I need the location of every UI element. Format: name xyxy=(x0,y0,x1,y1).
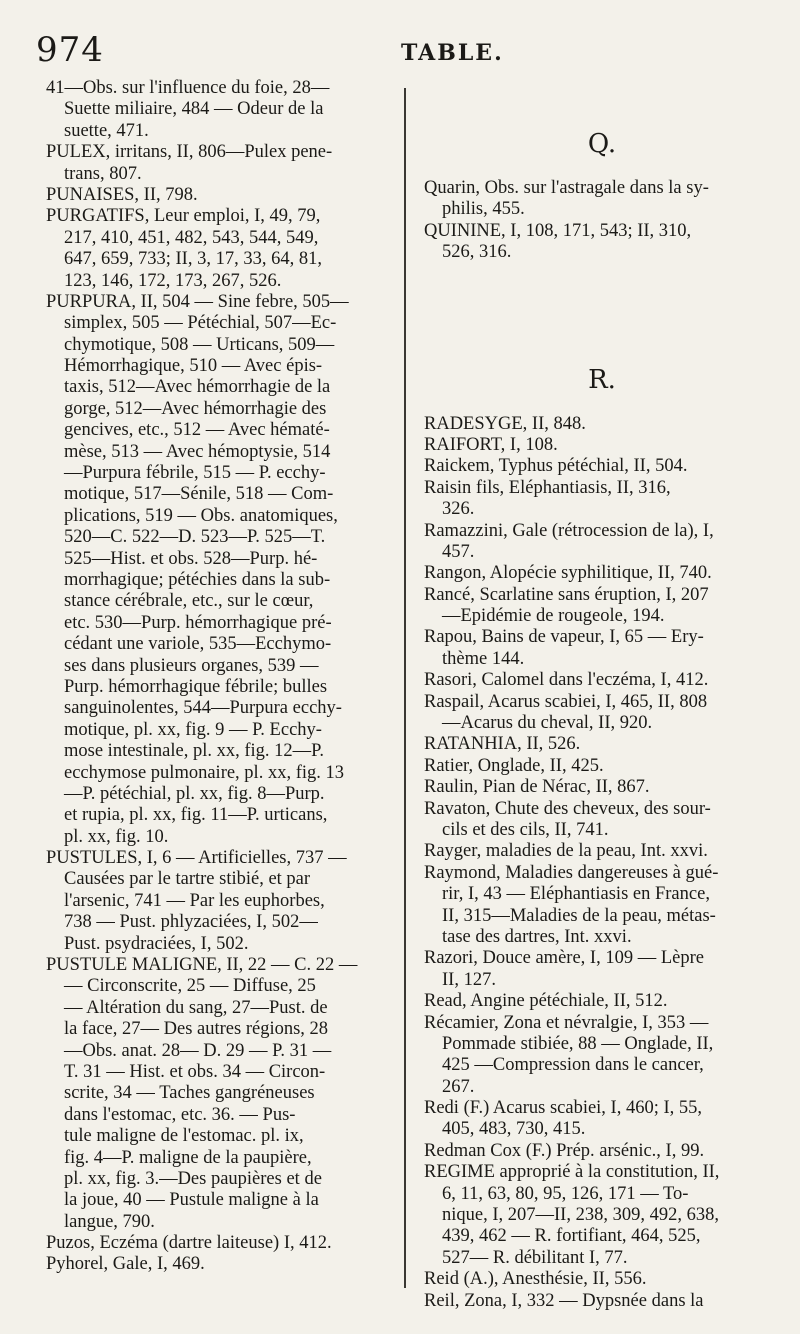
index-column-left xyxy=(46,78,394,1276)
index-line: REGIME approprié à la constitution, II, xyxy=(424,1162,720,1183)
index-line: tule maligne de l'estomac. pl. ix, xyxy=(64,1126,304,1147)
index-line: PURPURA, II, 504 — Sine febre, 505— xyxy=(46,291,349,312)
index-line: 647, 659, 733; II, 3, 17, 33, 64, 81, xyxy=(64,249,322,270)
section-r-entries xyxy=(424,414,780,1312)
index-line: Récamier, Zona et névralgie, I, 353 — xyxy=(424,1012,709,1033)
index-line: trans, 807. xyxy=(64,163,142,184)
index-line: Pommade stibiée, 88 — Onglade, II, xyxy=(442,1033,714,1054)
index-column-right xyxy=(424,78,780,1312)
index-line: Rancé, Scarlatine sans éruption, I, 207 xyxy=(424,584,709,605)
index-line: cils et des cils, II, 741. xyxy=(442,819,609,840)
index-line: Rapou, Bains de vapeur, I, 65 — Ery- xyxy=(424,627,704,648)
index-line: Rasori, Calomel dans l'eczéma, I, 412. xyxy=(424,670,709,691)
index-line: motique, 517—Sénile, 518 — Com- xyxy=(64,484,334,505)
index-line: l'arsenic, 741 — Par les euphorbes, xyxy=(64,890,325,911)
page-number: 974 xyxy=(36,30,104,70)
index-line: 525—Hist. et obs. 528—Purp. hé- xyxy=(64,548,318,569)
index-line: —Obs. anat. 28— D. 29 — P. 31 — xyxy=(64,1040,332,1061)
index-line: Read, Angine pétéchiale, II, 512. xyxy=(424,991,668,1012)
index-line: etc. 530—Purp. hémorrhagique pré- xyxy=(64,612,332,633)
index-line: dans l'estomac, etc. 36. — Pus- xyxy=(64,1104,296,1125)
index-line: Puzos, Eczéma (dartre laiteuse) I, 412. xyxy=(46,1233,332,1254)
index-line: sanguinolentes, 544—Purpura ecchy- xyxy=(64,698,342,719)
index-line: 123, 146, 172, 173, 267, 526. xyxy=(64,270,282,291)
index-line: la face, 27— Des autres régions, 28 xyxy=(64,1019,329,1040)
index-line: simplex, 505 — Pétéchial, 507—Ec- xyxy=(64,313,337,334)
index-line: stance cérébrale, etc., sur le cœur, xyxy=(64,591,314,612)
index-line: pl. xx, fig. 10. xyxy=(64,826,169,847)
index-line: Suette miliaire, 484 — Odeur de la xyxy=(64,99,324,120)
index-line: II, 127. xyxy=(442,969,496,990)
index-line: plications, 519 — Obs. anatomiques, xyxy=(64,505,338,526)
index-line: Reil, Zona, I, 332 — Dypsnée dans la xyxy=(424,1290,704,1311)
index-line: cédant une variole, 535—Ecchymo- xyxy=(64,634,332,655)
index-line: mèse, 513 — Avec hémoptysie, 514 xyxy=(64,441,331,462)
section-q-entries xyxy=(424,178,780,264)
index-line: —Acarus du cheval, II, 920. xyxy=(442,713,653,734)
index-line: Hémorrhagique, 510 — Avec épis- xyxy=(64,356,323,377)
index-line: mose intestinale, pl. xx, fig. 12—P. xyxy=(64,741,325,762)
index-line: scrite, 34 — Taches gangréneuses xyxy=(64,1083,315,1104)
index-line: Ramazzini, Gale (rétrocession de la), I, xyxy=(424,520,714,541)
index-line: Causées par le tartre stibié, et par xyxy=(64,869,311,890)
index-line: 267. xyxy=(442,1076,475,1097)
index-line: ecchymose pulmonaire, pl. xx, fig. 13 xyxy=(64,762,345,783)
index-line: II, 315—Maladies de la peau, métas- xyxy=(442,905,716,926)
index-line: thème 144. xyxy=(442,648,525,669)
index-line: 6, 11, 63, 80, 95, 126, 171 — To- xyxy=(442,1183,689,1204)
index-line: Raisin fils, Eléphantiasis, II, 316, xyxy=(424,477,671,498)
index-line: tase des dartres, Int. xxvi. xyxy=(442,926,632,947)
index-line: PUSTULE MALIGNE, II, 22 — C. 22 — xyxy=(46,955,358,976)
index-line: 520—C. 522—D. 523—P. 525—T. xyxy=(64,527,326,548)
index-line: Quarin, Obs. sur l'astragale dans la sy- xyxy=(424,178,709,198)
index-line: —P. pétéchial, pl. xx, fig. 8—Purp. xyxy=(64,783,325,804)
index-line: 457. xyxy=(442,541,475,562)
index-line: — Circonscrite, 25 — Diffuse, 25 xyxy=(64,976,316,997)
index-line: T. 31 — Hist. et obs. 34 — Circon- xyxy=(64,1061,326,1082)
page-header xyxy=(36,30,776,74)
index-line: RATANHIA, II, 526. xyxy=(424,734,581,755)
index-line: Razori, Douce amère, I, 109 — Lèpre xyxy=(424,948,704,969)
index-line: Pust. psydraciées, I, 502. xyxy=(64,933,249,954)
index-line: PUSTULES, I, 6 — Artificielles, 737 — xyxy=(46,848,347,869)
index-line: QUININE, I, 108, 171, 543; II, 310, xyxy=(424,220,692,241)
section-heading-q: Q. xyxy=(587,129,617,159)
column-divider xyxy=(404,88,406,1288)
index-line: philis, 455. xyxy=(442,199,525,220)
index-line: 738 — Pust. phlyzaciées, I, 502— xyxy=(64,912,318,933)
index-line: PULEX, irritans, II, 806—Pulex pene- xyxy=(46,142,333,163)
index-line: RADESYGE, II, 848. xyxy=(424,413,586,434)
index-line: ses dans plusieurs organes, 539 — xyxy=(64,655,319,676)
index-line: 326. xyxy=(442,499,475,520)
index-line: pl. xx, fig. 3.—Des paupières et de xyxy=(64,1168,322,1189)
index-line: 527— R. débilitant I, 77. xyxy=(442,1247,628,1268)
index-line: Raspail, Acarus scabiei, I, 465, II, 808 xyxy=(424,691,708,712)
index-line: PUNAISES, II, 798. xyxy=(46,184,198,205)
index-line: Raickem, Typhus pétéchial, II, 504. xyxy=(424,456,688,477)
index-line: Raymond, Maladies dangereuses à gué- xyxy=(424,862,719,883)
index-line: —Epidémie de rougeole, 194. xyxy=(442,606,665,627)
index-line: 425 —Compression dans le cancer, xyxy=(442,1055,704,1076)
index-line: nique, I, 207—II, 238, 309, 492, 638, xyxy=(442,1205,719,1226)
index-line: Redi (F.) Acarus scabiei, I, 460; I, 55, xyxy=(424,1098,703,1119)
index-line: et rupia, pl. xx, fig. 11—P. urticans, xyxy=(64,805,328,826)
index-line: PURGATIFS, Leur emploi, I, 49, 79, xyxy=(46,206,321,227)
index-line: gorge, 512—Avec hémorrhagie des xyxy=(64,398,327,419)
running-title: TABLE. xyxy=(401,40,504,66)
index-line: 217, 410, 451, 482, 543, 544, 549, xyxy=(64,227,319,248)
section-heading-r: R. xyxy=(588,364,616,395)
index-line: la joue, 40 — Pustule maligne à la xyxy=(64,1190,319,1211)
section-spacer xyxy=(424,264,780,350)
index-line: gencives, etc., 512 — Avec hématé- xyxy=(64,420,330,441)
index-line: fig. 4—P. maligne de la paupière, xyxy=(64,1147,312,1168)
index-line: Purp. hémorrhagique fébrile; bulles xyxy=(64,676,328,697)
index-line: motique, pl. xx, fig. 9 — P. Ecchy- xyxy=(64,719,322,740)
index-line: Raulin, Pian de Nérac, II, 867. xyxy=(424,777,650,798)
index-line: langue, 790. xyxy=(64,1211,155,1232)
index-line: morrhagique; pétéchies dans la sub- xyxy=(64,569,331,590)
index-line: RAIFORT, I, 108. xyxy=(424,434,558,455)
index-line: Ratier, Onglade, II, 425. xyxy=(424,755,604,776)
index-line: —Purpura fébrile, 515 — P. ecchy- xyxy=(64,463,326,484)
index-line: Redman Cox (F.) Prép. arsénic., I, 99. xyxy=(424,1140,705,1161)
index-line: 405, 483, 730, 415. xyxy=(442,1119,586,1140)
index-line: Rangon, Alopécie syphilitique, II, 740. xyxy=(424,563,712,584)
index-line: taxis, 512—Avec hémorrhagie de la xyxy=(64,377,331,398)
index-line: suette, 471. xyxy=(64,120,149,141)
index-line: Ravaton, Chute des cheveux, des sour- xyxy=(424,798,711,819)
section-spacer xyxy=(424,78,780,114)
index-line: Reid (A.), Anesthésie, II, 556. xyxy=(424,1269,647,1290)
index-line: 41—Obs. sur l'influence du foie, 28— xyxy=(46,78,330,98)
index-line: 526, 316. xyxy=(442,242,512,263)
index-line: Rayger, maladies de la peau, Int. xxvi. xyxy=(424,841,708,862)
index-line: rir, I, 43 — Eléphantiasis en France, xyxy=(442,884,710,905)
index-line: — Altération du sang, 27—Pust. de xyxy=(64,997,328,1018)
index-line: Pyhorel, Gale, I, 469. xyxy=(46,1254,205,1275)
index-line: 439, 462 — R. fortifiant, 464, 525, xyxy=(442,1226,701,1247)
index-line: chymotique, 508 — Urticans, 509— xyxy=(64,334,335,355)
